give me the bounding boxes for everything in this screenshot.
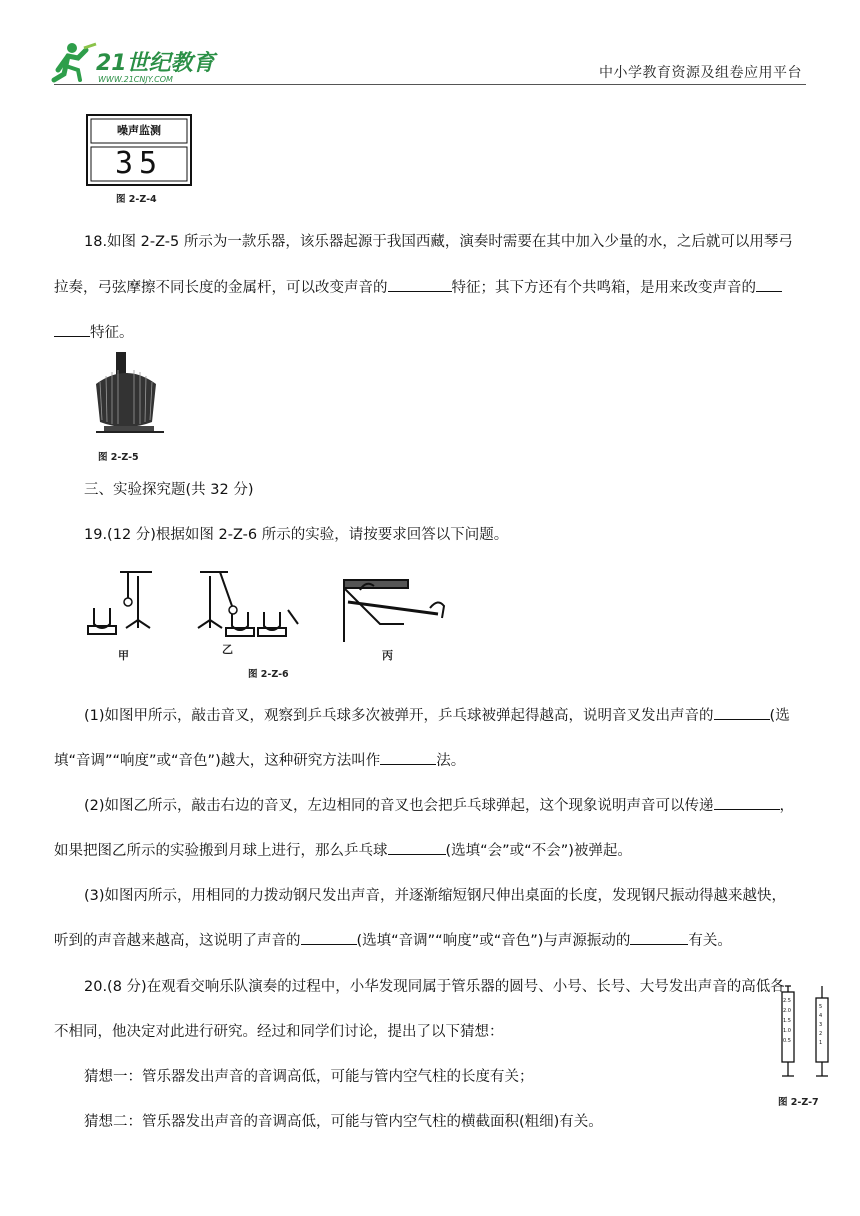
q19-part2-line1 [84,794,794,815]
answer-blank [380,750,436,765]
q19-part2-tail: ， [779,798,795,814]
q18-line2-start: 拉奏，弓弦摩擦不同长度的金属杆，可以改变声音的 [54,280,388,296]
syringe-left-mark: 2.0 [783,1008,791,1014]
q19-part3-line2 [54,929,732,950]
q19-part2-tail2: (选填“会”或“不会”)被弹起。 [445,843,632,859]
section-heading: 三、实验探究题(共 32 分) [84,482,254,498]
syringe-right-mark: 2 [819,1031,823,1037]
figure-label-jia: 甲 [118,649,129,662]
q19-intro: 19.(12 分)根据如图 2-Z-6 所示的实验，请按要求回答以下问题。 [84,527,509,543]
answer-blank [54,322,90,337]
experiment-figure [80,562,460,662]
q20-guess1: 猜想一：管乐器发出声音的音调高低，可能与管内空气柱的长度有关； [84,1069,534,1085]
platform-title: 中小学教育资源及组卷应用平台 [599,65,802,81]
q19-part3-line1: (3)如图丙所示，用相同的力拨动钢尺发出声音，并逐渐缩短钢尺伸出桌面的长度，发现钢尺振动得越来越快， [84,888,787,904]
syringe-right-mark: 4 [819,1013,823,1019]
q19-part2-text2: 如果把图乙所示的实验搬到月球上进行，那么乒乓球 [54,843,388,859]
header-divider [54,84,806,85]
q19-part1-tail: (选 [769,708,790,724]
syringe-right-mark: 5 [819,1004,823,1010]
figure-caption: 图 2-Z-4 [116,194,157,205]
answer-blank [714,705,770,720]
q18-line3-text: 特征。 [90,325,134,341]
answer-blank [630,930,688,945]
figure-caption: 图 2-Z-5 [98,452,139,463]
syringe-right-mark: 3 [819,1022,823,1028]
site-logo[interactable] [50,40,240,84]
syringe-figure [778,984,834,1084]
runner-icon [54,43,96,80]
q19-part2-line2 [54,839,632,860]
syringe-left-mark: 1.5 [783,1018,791,1024]
answer-blank [388,277,452,292]
instrument-figure [86,352,166,444]
figure-caption: 图 2-Z-6 [248,669,289,680]
answer-blank [756,277,782,292]
noise-monitor-figure [86,114,192,186]
q18-line3 [54,321,134,342]
syringe-left-mark: 2.5 [783,998,791,1004]
answer-blank [714,795,780,810]
logo-sub-text: WWW.21CNJY.COM [98,75,173,84]
syringe-left-mark: 0.5 [783,1038,791,1044]
figure-label-yi: 乙 [222,643,233,656]
q20-line1: 20.(8 分)在观看交响乐队演奏的过程中，小华发现同属于管乐器的圆号、小号、长号、大号发出声音的高低各 [84,979,785,995]
monitor-title: 噪声监测 [117,124,161,137]
figure-label-bing: 丙 [382,649,393,662]
q18-line1: 18.如图 2-Z-5 所示为一款乐器，该乐器起源于我国西藏，演奏时需要在其中加入少量的水，之后就可以用琴弓 [84,234,793,250]
answer-blank [388,840,446,855]
logo-main-text: 21世纪教育 [96,51,215,76]
q19-part1-tail2: 法。 [436,753,466,769]
q19-part1-text2: 填“音调”“响度”或“音色”)越大，这种研究方法叫作 [54,753,381,769]
q19-part1-line1 [84,704,790,725]
q20-guess2: 猜想二：管乐器发出声音的音调高低，可能与管内空气柱的横截面积(粗细)有关。 [84,1114,603,1130]
q18-line2 [54,276,782,297]
answer-blank [301,930,357,945]
syringe-left-mark: 1.0 [783,1028,791,1034]
q19-part3-tail: 有关。 [688,933,732,949]
syringe-right-mark: 1 [819,1040,823,1046]
figure-caption: 图 2-Z-7 [778,1097,819,1108]
q18-line2-end: 特征；其下方还有个共鸣箱，是用来改变声音的 [451,280,756,296]
q19-part3-text2: 听到的声音越来越高，这说明了声音的 [54,933,301,949]
q19-part2-text: (2)如图乙所示，敲击右边的音叉，左边相同的音叉也会把乒乓球弹起，这个现象说明声音可以传递 [84,798,714,814]
q19-part3-mid: (选填“音调”“响度”或“音色”)与声源振动的 [356,933,631,949]
q19-part1-text: (1)如图甲所示，敲击音叉，观察到乒乓球多次被弹开，乒乓球被弹起得越高，说明音叉发出声音的 [84,708,714,724]
monitor-reading: 35 [114,146,164,181]
q20-line2: 不相同，他决定对此进行研究。经过和同学们讨论，提出了以下猜想： [54,1024,504,1040]
q19-part1-line2 [54,749,465,770]
